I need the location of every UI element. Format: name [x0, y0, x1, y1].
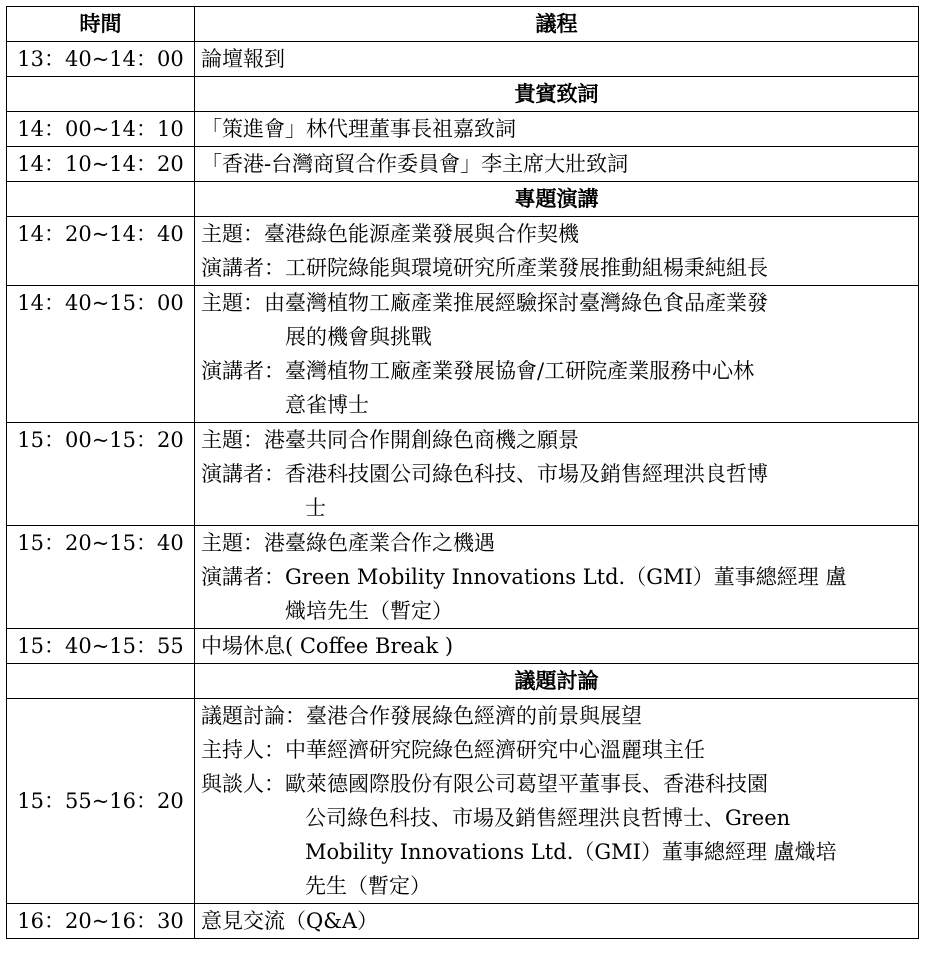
row-program: [195, 112, 919, 147]
table-row: [7, 699, 919, 904]
empty-time-cell: [7, 664, 195, 699]
agenda-table: [6, 6, 919, 939]
program-line: 演講者：工研院綠能與環境研究所產業發展推動組楊秉純組長: [201, 256, 768, 280]
program-line: 中場休息( Coffee Break ): [201, 634, 454, 658]
program-line: 主題：由臺灣植物工廠產業推展經驗探討臺灣綠色食品產業發: [201, 291, 768, 315]
row-program: [195, 286, 919, 423]
program-line: 主題：港臺共同合作開創綠色商機之願景: [201, 428, 579, 452]
program-line: 「策進會」林代理董事長祖嘉致詞: [201, 117, 516, 141]
row-time: 15：55~16：20: [7, 699, 195, 904]
empty-time-cell: [7, 77, 195, 112]
table-row: [7, 629, 919, 664]
program-line: 主題：臺港綠色能源產業發展與合作契機: [201, 222, 579, 246]
table-row: [7, 112, 919, 147]
empty-time-cell: [7, 182, 195, 217]
header-program: 議程: [195, 7, 919, 42]
header-time: 時間: [7, 7, 195, 42]
row-time: 13：40~14：00: [7, 42, 195, 77]
row-program: [195, 147, 919, 182]
section-row: [7, 77, 919, 112]
section-title: 專題演講: [195, 182, 919, 217]
row-time: 14：20~14：40: [7, 217, 195, 286]
row-time: 14：40~15：00: [7, 286, 195, 423]
row-time: 14：00~14：10: [7, 112, 195, 147]
table-row: [7, 286, 919, 423]
program-line: 與談人：歐萊德國際股份有限公司葛望平董事長、香港科技園: [201, 772, 768, 796]
table-row: [7, 42, 919, 77]
program-line: 主持人：中華經濟研究院綠色經濟研究中心溫麗琪主任: [201, 738, 705, 762]
row-time: 15：00~15：20: [7, 423, 195, 526]
row-time: 14：10~14：20: [7, 147, 195, 182]
program-line: 演講者：香港科技園公司綠色科技、市場及銷售經理洪良哲博: [201, 462, 768, 486]
row-program: [195, 904, 919, 939]
row-time: 15：40~15：55: [7, 629, 195, 664]
program-line: 「香港-台灣商貿合作委員會」李主席大壯致詞: [201, 152, 629, 176]
row-time: 16：20~16：30: [7, 904, 195, 939]
table-row: [7, 147, 919, 182]
program-line: 熾培先生（暫定）: [285, 599, 453, 623]
program-line: 先生（暫定）: [305, 874, 431, 898]
section-title: 議題討論: [195, 664, 919, 699]
row-time: 15：20~15：40: [7, 526, 195, 629]
row-program: [195, 629, 919, 664]
row-program: [195, 423, 919, 526]
section-row: [7, 182, 919, 217]
table-row: [7, 904, 919, 939]
program-line: 演講者：Green Mobility Innovations Ltd.（GMI）董事總經理 盧: [201, 565, 847, 589]
program-line: 展的機會與挑戰: [285, 325, 432, 349]
section-title: 貴賓致詞: [195, 77, 919, 112]
row-program: [195, 699, 919, 904]
table-row: [7, 217, 919, 286]
program-line: 意雀博士: [285, 393, 369, 417]
row-program: [195, 42, 919, 77]
section-row: [7, 664, 919, 699]
program-line: 議題討論：臺港合作發展綠色經濟的前景與展望: [201, 704, 642, 728]
row-program: [195, 217, 919, 286]
table-row: [7, 423, 919, 526]
program-line: 意見交流（Q&A）: [201, 909, 379, 933]
program-line: 公司綠色科技、市場及銷售經理洪良哲博士、Green: [305, 806, 791, 830]
row-program: [195, 526, 919, 629]
table-row: [7, 526, 919, 629]
header-row: [7, 7, 919, 42]
program-line: Mobility Innovations Ltd.（GMI）董事總經理 盧熾培: [305, 840, 837, 864]
program-line: 主題：港臺綠色產業合作之機遇: [201, 531, 495, 555]
program-line: 士: [305, 496, 326, 520]
program-line: 演講者：臺灣植物工廠產業發展協會/工研院產業服務中心林: [201, 359, 755, 383]
program-line: 論壇報到: [201, 47, 285, 71]
